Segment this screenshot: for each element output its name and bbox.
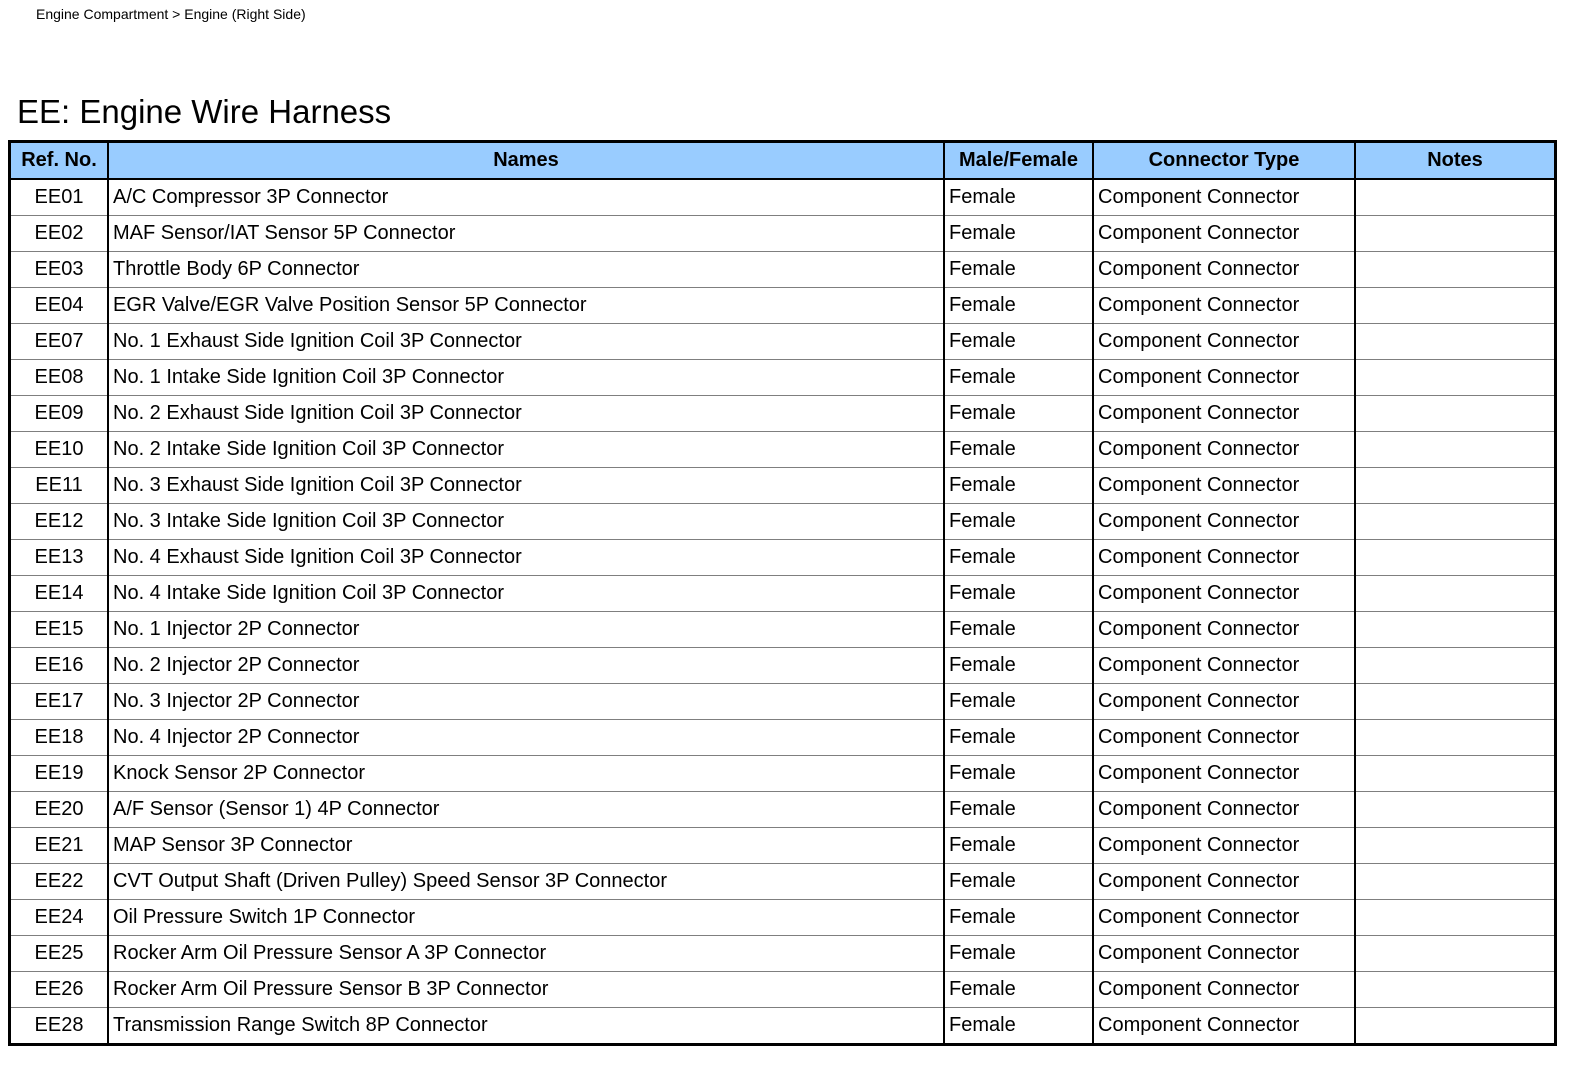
cell-male-female: Female [944,683,1093,719]
cell-male-female: Female [944,179,1093,215]
table-row [11,395,1554,431]
cell-notes [1355,215,1554,251]
cell-name: No. 1 Exhaust Side Ignition Coil 3P Connector [108,323,944,359]
cell-connector-type: Component Connector [1093,431,1355,467]
cell-ref-no: EE09 [11,395,108,431]
cell-ref-no: EE14 [11,575,108,611]
cell-ref-no: EE18 [11,719,108,755]
cell-connector-type: Component Connector [1093,683,1355,719]
cell-male-female: Female [944,467,1093,503]
cell-male-female: Female [944,755,1093,791]
table-row [11,503,1554,539]
cell-male-female: Female [944,431,1093,467]
cell-name: No. 2 Exhaust Side Ignition Coil 3P Connector [108,395,944,431]
cell-notes [1355,1007,1554,1043]
cell-name: Transmission Range Switch 8P Connector [108,1007,944,1043]
cell-connector-type: Component Connector [1093,503,1355,539]
page-title: EE: Engine Wire Harness [17,93,392,130]
cell-ref-no: EE07 [11,323,108,359]
cell-name: No. 1 Injector 2P Connector [108,611,944,647]
cell-name: No. 4 Intake Side Ignition Coil 3P Connector [108,575,944,611]
cell-connector-type: Component Connector [1093,791,1355,827]
cell-connector-type: Component Connector [1093,215,1355,251]
cell-name: No. 2 Intake Side Ignition Coil 3P Connector [108,431,944,467]
table-body [11,179,1554,1043]
cell-name: CVT Output Shaft (Driven Pulley) Speed Sensor 3P Connector [108,863,944,899]
cell-connector-type: Component Connector [1093,647,1355,683]
cell-name: Rocker Arm Oil Pressure Sensor A 3P Connector [108,935,944,971]
cell-name: No. 4 Injector 2P Connector [108,719,944,755]
cell-connector-type: Component Connector [1093,971,1355,1007]
header-names: Names [108,143,944,179]
table-row [11,899,1554,935]
cell-notes [1355,431,1554,467]
cell-connector-type: Component Connector [1093,287,1355,323]
cell-notes [1355,395,1554,431]
table-row [11,287,1554,323]
cell-male-female: Female [944,647,1093,683]
table-row [11,755,1554,791]
table-row [11,935,1554,971]
cell-ref-no: EE08 [11,359,108,395]
cell-name: Throttle Body 6P Connector [108,251,944,287]
table-row [11,215,1554,251]
cell-name: MAF Sensor/IAT Sensor 5P Connector [108,215,944,251]
cell-notes [1355,467,1554,503]
cell-notes [1355,323,1554,359]
table-row [11,575,1554,611]
header-ref-no: Ref. No. [11,143,108,179]
cell-name: MAP Sensor 3P Connector [108,827,944,863]
cell-male-female: Female [944,395,1093,431]
cell-ref-no: EE03 [11,251,108,287]
cell-connector-type: Component Connector [1093,719,1355,755]
cell-notes [1355,503,1554,539]
table-row [11,431,1554,467]
cell-male-female: Female [944,539,1093,575]
cell-connector-type: Component Connector [1093,935,1355,971]
cell-name: Rocker Arm Oil Pressure Sensor B 3P Connector [108,971,944,1007]
cell-notes [1355,755,1554,791]
harness-table [11,143,1554,1043]
cell-connector-type: Component Connector [1093,179,1355,215]
header-connector-type: Connector Type [1093,143,1355,179]
cell-ref-no: EE10 [11,431,108,467]
cell-ref-no: EE26 [11,971,108,1007]
cell-male-female: Female [944,611,1093,647]
cell-ref-no: EE22 [11,863,108,899]
cell-ref-no: EE02 [11,215,108,251]
cell-connector-type: Component Connector [1093,755,1355,791]
table-row [11,467,1554,503]
table-row [11,1007,1554,1043]
cell-ref-no: EE11 [11,467,108,503]
cell-ref-no: EE24 [11,899,108,935]
cell-male-female: Female [944,827,1093,863]
cell-name: EGR Valve/EGR Valve Position Sensor 5P Connector [108,287,944,323]
table-row [11,359,1554,395]
table-row [11,683,1554,719]
table-row [11,251,1554,287]
cell-connector-type: Component Connector [1093,395,1355,431]
cell-notes [1355,683,1554,719]
cell-connector-type: Component Connector [1093,827,1355,863]
cell-connector-type: Component Connector [1093,611,1355,647]
cell-ref-no: EE21 [11,827,108,863]
cell-notes [1355,971,1554,1007]
cell-male-female: Female [944,791,1093,827]
cell-ref-no: EE01 [11,179,108,215]
breadcrumb: Engine Compartment > Engine (Right Side) [36,6,306,22]
table-row [11,719,1554,755]
cell-ref-no: EE12 [11,503,108,539]
cell-ref-no: EE17 [11,683,108,719]
cell-name: Knock Sensor 2P Connector [108,755,944,791]
cell-name: A/F Sensor (Sensor 1) 4P Connector [108,791,944,827]
cell-male-female: Female [944,575,1093,611]
cell-ref-no: EE28 [11,1007,108,1043]
cell-notes [1355,539,1554,575]
cell-name: No. 3 Injector 2P Connector [108,683,944,719]
cell-connector-type: Component Connector [1093,1007,1355,1043]
cell-connector-type: Component Connector [1093,899,1355,935]
cell-notes [1355,575,1554,611]
table-row [11,323,1554,359]
cell-connector-type: Component Connector [1093,863,1355,899]
table-row [11,539,1554,575]
cell-name: No. 1 Intake Side Ignition Coil 3P Connector [108,359,944,395]
cell-male-female: Female [944,359,1093,395]
cell-male-female: Female [944,251,1093,287]
cell-notes [1355,359,1554,395]
cell-name: No. 4 Exhaust Side Ignition Coil 3P Connector [108,539,944,575]
table-row [11,791,1554,827]
cell-notes [1355,719,1554,755]
table-row [11,647,1554,683]
cell-connector-type: Component Connector [1093,359,1355,395]
table-row [11,863,1554,899]
cell-name: Oil Pressure Switch 1P Connector [108,899,944,935]
table-row [11,611,1554,647]
cell-male-female: Female [944,899,1093,935]
header-male-female: Male/Female [944,143,1093,179]
cell-name: No. 3 Exhaust Side Ignition Coil 3P Connector [108,467,944,503]
cell-ref-no: EE25 [11,935,108,971]
cell-connector-type: Component Connector [1093,575,1355,611]
cell-notes [1355,935,1554,971]
cell-notes [1355,251,1554,287]
cell-notes [1355,791,1554,827]
cell-notes [1355,179,1554,215]
cell-male-female: Female [944,719,1093,755]
cell-connector-type: Component Connector [1093,467,1355,503]
cell-name: No. 3 Intake Side Ignition Coil 3P Connector [108,503,944,539]
cell-notes [1355,899,1554,935]
table-row [11,827,1554,863]
cell-connector-type: Component Connector [1093,539,1355,575]
cell-notes [1355,611,1554,647]
table-header-row [11,143,1554,179]
cell-connector-type: Component Connector [1093,251,1355,287]
cell-ref-no: EE20 [11,791,108,827]
cell-male-female: Female [944,935,1093,971]
cell-ref-no: EE15 [11,611,108,647]
cell-male-female: Female [944,1007,1093,1043]
cell-male-female: Female [944,215,1093,251]
cell-ref-no: EE04 [11,287,108,323]
table-row [11,179,1554,215]
cell-male-female: Female [944,287,1093,323]
table-row [11,971,1554,1007]
cell-male-female: Female [944,863,1093,899]
cell-male-female: Female [944,503,1093,539]
cell-male-female: Female [944,971,1093,1007]
cell-name: No. 2 Injector 2P Connector [108,647,944,683]
cell-male-female: Female [944,323,1093,359]
cell-name: A/C Compressor 3P Connector [108,179,944,215]
cell-ref-no: EE16 [11,647,108,683]
header-notes: Notes [1355,143,1554,179]
cell-notes [1355,827,1554,863]
harness-table-container [8,140,1557,1046]
cell-notes [1355,287,1554,323]
cell-ref-no: EE13 [11,539,108,575]
cell-ref-no: EE19 [11,755,108,791]
cell-notes [1355,647,1554,683]
cell-connector-type: Component Connector [1093,323,1355,359]
cell-notes [1355,863,1554,899]
